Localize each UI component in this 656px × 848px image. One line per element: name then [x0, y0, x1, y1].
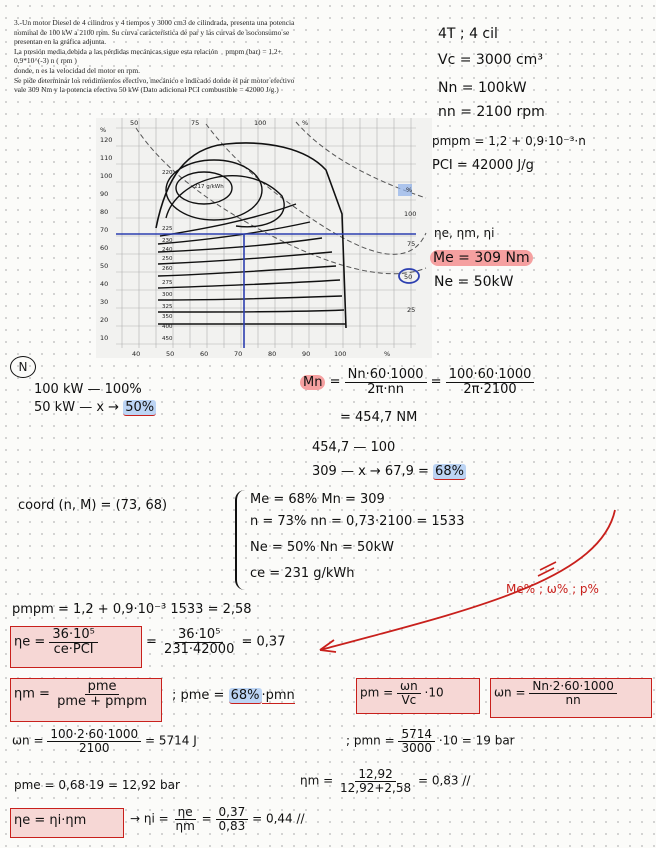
statement-line: 0,9*10^(-3) n ( rpm )	[14, 56, 77, 66]
curve-label: 225	[162, 226, 173, 232]
note-power: Ne = 50kW	[434, 274, 514, 290]
denominator: 2π·2100	[463, 381, 517, 397]
denominator: 0,83	[218, 818, 246, 833]
statement-line	[14, 47, 414, 57]
fraction	[345, 368, 427, 396]
ne-label: ηe =	[14, 634, 46, 650]
denominator: 231·42000	[164, 641, 235, 657]
pm-formula	[360, 680, 444, 706]
pm-label: pm =	[360, 685, 394, 700]
curve-label: 350	[162, 314, 173, 320]
equals: =	[146, 634, 157, 650]
curve-label: 275	[162, 280, 173, 286]
statement-line: presentan en la gráfica adjunta.	[14, 37, 107, 47]
nm-label: ηm =	[300, 773, 334, 788]
pmn-calc	[346, 728, 515, 754]
pme-percent: 68%	[230, 688, 260, 703]
statement-line: 3.-Un motor Diesel de 4 cilindros y 4 tiempos y 3000 cm3 de cilindrada, presenta una potencia	[14, 18, 295, 27]
numerator: Nn·2·60·1000	[529, 680, 616, 694]
left-tick: 10	[100, 334, 109, 342]
proportion-3: 454,7 — 100	[312, 440, 396, 455]
mn-label: Mn	[300, 375, 325, 390]
proportion-text: 309 — x → 67,9 =	[312, 464, 429, 479]
proportion-text: 50 kW — x →	[34, 400, 120, 415]
percent-result: 68%	[435, 464, 464, 479]
bottom-tick: 50	[166, 350, 175, 358]
pm-tail: ·10	[424, 685, 444, 700]
left-tick: 110	[100, 154, 113, 162]
left-tick: 30	[100, 298, 109, 306]
left-tick: 120	[100, 136, 113, 144]
nm-label: ηm =	[14, 686, 50, 702]
ni-label: → ηi =	[130, 811, 169, 826]
equals: =	[329, 374, 341, 390]
mn-formula	[300, 368, 534, 396]
statement-text: La presión media debida a las pérdidas mecánicas sigue esta relación	[14, 46, 218, 56]
numerator: 0,37	[216, 806, 249, 820]
coordinates: coord (n, M) = (73, 68)	[18, 498, 168, 513]
engine-map-chart	[96, 118, 432, 358]
statement-relation: pmpm (bar) = 1,2+	[225, 46, 282, 56]
curve-label: 240	[162, 247, 173, 253]
fraction	[173, 806, 198, 832]
curve-label: 220	[162, 170, 173, 176]
left-tick: 20	[100, 316, 109, 324]
note-unknowns: ηe, ηm, ηi	[434, 226, 495, 240]
ne-calc	[146, 628, 285, 656]
pmpm-line: pmpm = 1,2 + 0,9·10⁻³ 1533 = 2,58	[12, 602, 252, 617]
numerator: ηe	[175, 806, 196, 820]
system-line: Ne = 50% Nn = 50kW	[250, 540, 394, 555]
top-tick: 75	[191, 119, 200, 127]
note-displacement: Vc = 3000 cm³	[438, 52, 543, 68]
left-tick: 90	[100, 190, 109, 198]
nm-calc	[300, 768, 470, 794]
statement-line: donde, n es la velocidad del motor en rpm.	[14, 65, 141, 75]
left-tick: 100	[100, 172, 113, 180]
right-tick: 100	[404, 210, 417, 218]
numerator: 100·2·60·1000	[47, 728, 141, 742]
wn-label: ωn =	[494, 685, 526, 700]
fraction	[446, 368, 535, 396]
statement-line: vale 309 Nm y la potencia efectiva 50 kW (Dato adicional PCI combustible = 42000 J/g.)	[14, 85, 279, 95]
fraction	[49, 628, 97, 656]
right-tick: 50	[404, 273, 413, 281]
denominator: pme + pmpm	[57, 693, 147, 709]
denominator: 2π·nn	[367, 381, 404, 397]
right-tick: 75	[407, 240, 416, 248]
ne-formula	[14, 628, 98, 656]
fraction	[337, 768, 414, 794]
curve-label: 450	[162, 336, 173, 342]
bottom-tick: 80	[268, 350, 277, 358]
system-line: ce = 231 g/kWh	[250, 566, 355, 581]
statement-line: nominal de 100 kW a 2100 rpm. Su curva característica de par y las curvas de isoconsumo se	[14, 27, 290, 37]
fraction	[529, 680, 616, 706]
bottom-tick: 70	[234, 350, 243, 358]
left-tick: 80	[100, 208, 109, 216]
top-tick: 50	[130, 119, 139, 127]
mn-result: = 454,7 NM	[340, 410, 418, 425]
numerator: 36·10⁵	[175, 628, 223, 643]
note-nominal-speed: nn = 2100 rpm	[438, 104, 545, 120]
numerator: 100·60·1000	[446, 368, 535, 383]
bottom-tick: %	[384, 350, 391, 358]
numerator: 5714	[398, 728, 435, 742]
fraction	[216, 806, 249, 832]
top-tick: %	[302, 119, 309, 127]
pmn-label: ; pmn =	[346, 733, 395, 748]
numerator: Nn·60·1000	[345, 368, 427, 383]
island-label: 217 g/kWh	[194, 184, 224, 190]
pme-line: pme = 0,68·19 = 12,92 bar	[14, 778, 180, 792]
wn-calc	[12, 728, 197, 754]
pme-formula	[172, 688, 295, 703]
note-engine: 4T ; 4 cil	[438, 26, 498, 42]
denominator: 2100	[78, 740, 110, 755]
curve-label: 260	[162, 266, 173, 272]
curve-label: 230	[162, 238, 173, 244]
system-line: Me = 68% Mn = 309	[250, 492, 385, 507]
red-arrow	[300, 500, 630, 660]
bottom-tick: 60	[200, 350, 209, 358]
result: = 0,44 //	[252, 811, 305, 826]
result: = 0,83 //	[417, 773, 471, 788]
left-tick: 40	[100, 280, 109, 288]
denominator: 3000	[401, 740, 433, 755]
numerator: 12,92	[355, 768, 395, 782]
ne-relation: ηe = ηi·ηm	[14, 813, 87, 828]
note-pci: PCI = 42000 J/g	[432, 158, 534, 173]
nm-formula	[14, 680, 150, 708]
left-tick: 70	[100, 226, 109, 234]
curve-label: 250	[162, 256, 173, 262]
bottom-tick: 40	[132, 350, 141, 358]
ni-calc	[130, 806, 305, 832]
denominator: nn	[565, 692, 581, 707]
denominator: ηm	[175, 818, 195, 833]
proportion-4	[312, 464, 466, 479]
denominator: Vc	[401, 692, 417, 707]
proportion-2	[34, 400, 156, 415]
denominator: ce·PCI	[53, 641, 94, 657]
right-tick: 25	[407, 306, 416, 314]
equals: =	[430, 374, 442, 390]
bottom-tick: 100	[334, 350, 347, 358]
wn-label: ωn =	[12, 733, 44, 748]
denominator: 12,92+2,58	[340, 780, 412, 795]
statement-line: Se pide determinar los rendimientos efectivo, mecánico e indicado donde el par motor efectivo	[14, 75, 295, 85]
system-line: n = 73% nn = 0,73·2100 = 1533	[250, 514, 465, 529]
top-tick: 100	[254, 119, 267, 127]
note-pmpm: pmpm = 1,2 + 0,9·10⁻³·n	[432, 134, 586, 148]
numerator: 36·10⁵	[49, 628, 97, 643]
numerator: pme	[85, 680, 120, 695]
left-tick: 50	[100, 262, 109, 270]
chart-background	[96, 118, 432, 358]
red-note: Me% ; ω% ; p%	[506, 582, 599, 596]
percent-result: 50%	[125, 400, 155, 415]
curve-label: 325	[162, 304, 173, 310]
problem-statement	[14, 18, 414, 95]
equals: =	[201, 811, 212, 826]
pme-text: ·pmn	[261, 688, 295, 703]
result: = 0,37	[241, 634, 286, 650]
proportion-1: 100 kW — 100%	[34, 382, 142, 397]
note-nominal-power: Nn = 100kW	[438, 80, 527, 96]
result: ·10 = 19 bar	[438, 733, 515, 748]
bottom-tick: 90	[302, 350, 311, 358]
fraction	[47, 728, 141, 754]
left-tick: 60	[100, 244, 109, 252]
note-torque	[430, 250, 533, 266]
fraction	[398, 728, 435, 754]
numerator: ωn	[397, 680, 421, 694]
curve-label: 300	[162, 292, 173, 298]
system-brace	[235, 490, 247, 590]
result: = 5714 J	[144, 733, 197, 748]
fraction	[397, 680, 421, 706]
section-marker: N	[10, 356, 36, 378]
left-tick: %	[100, 126, 107, 134]
fraction	[54, 680, 150, 708]
curve-label: 400	[162, 324, 173, 330]
fraction	[161, 628, 237, 656]
wn-formula	[494, 680, 617, 706]
pme-text: ; pme =	[172, 688, 225, 703]
right-tick: %	[406, 186, 413, 194]
torque-highlight: Me = 309 Nm	[430, 250, 533, 266]
